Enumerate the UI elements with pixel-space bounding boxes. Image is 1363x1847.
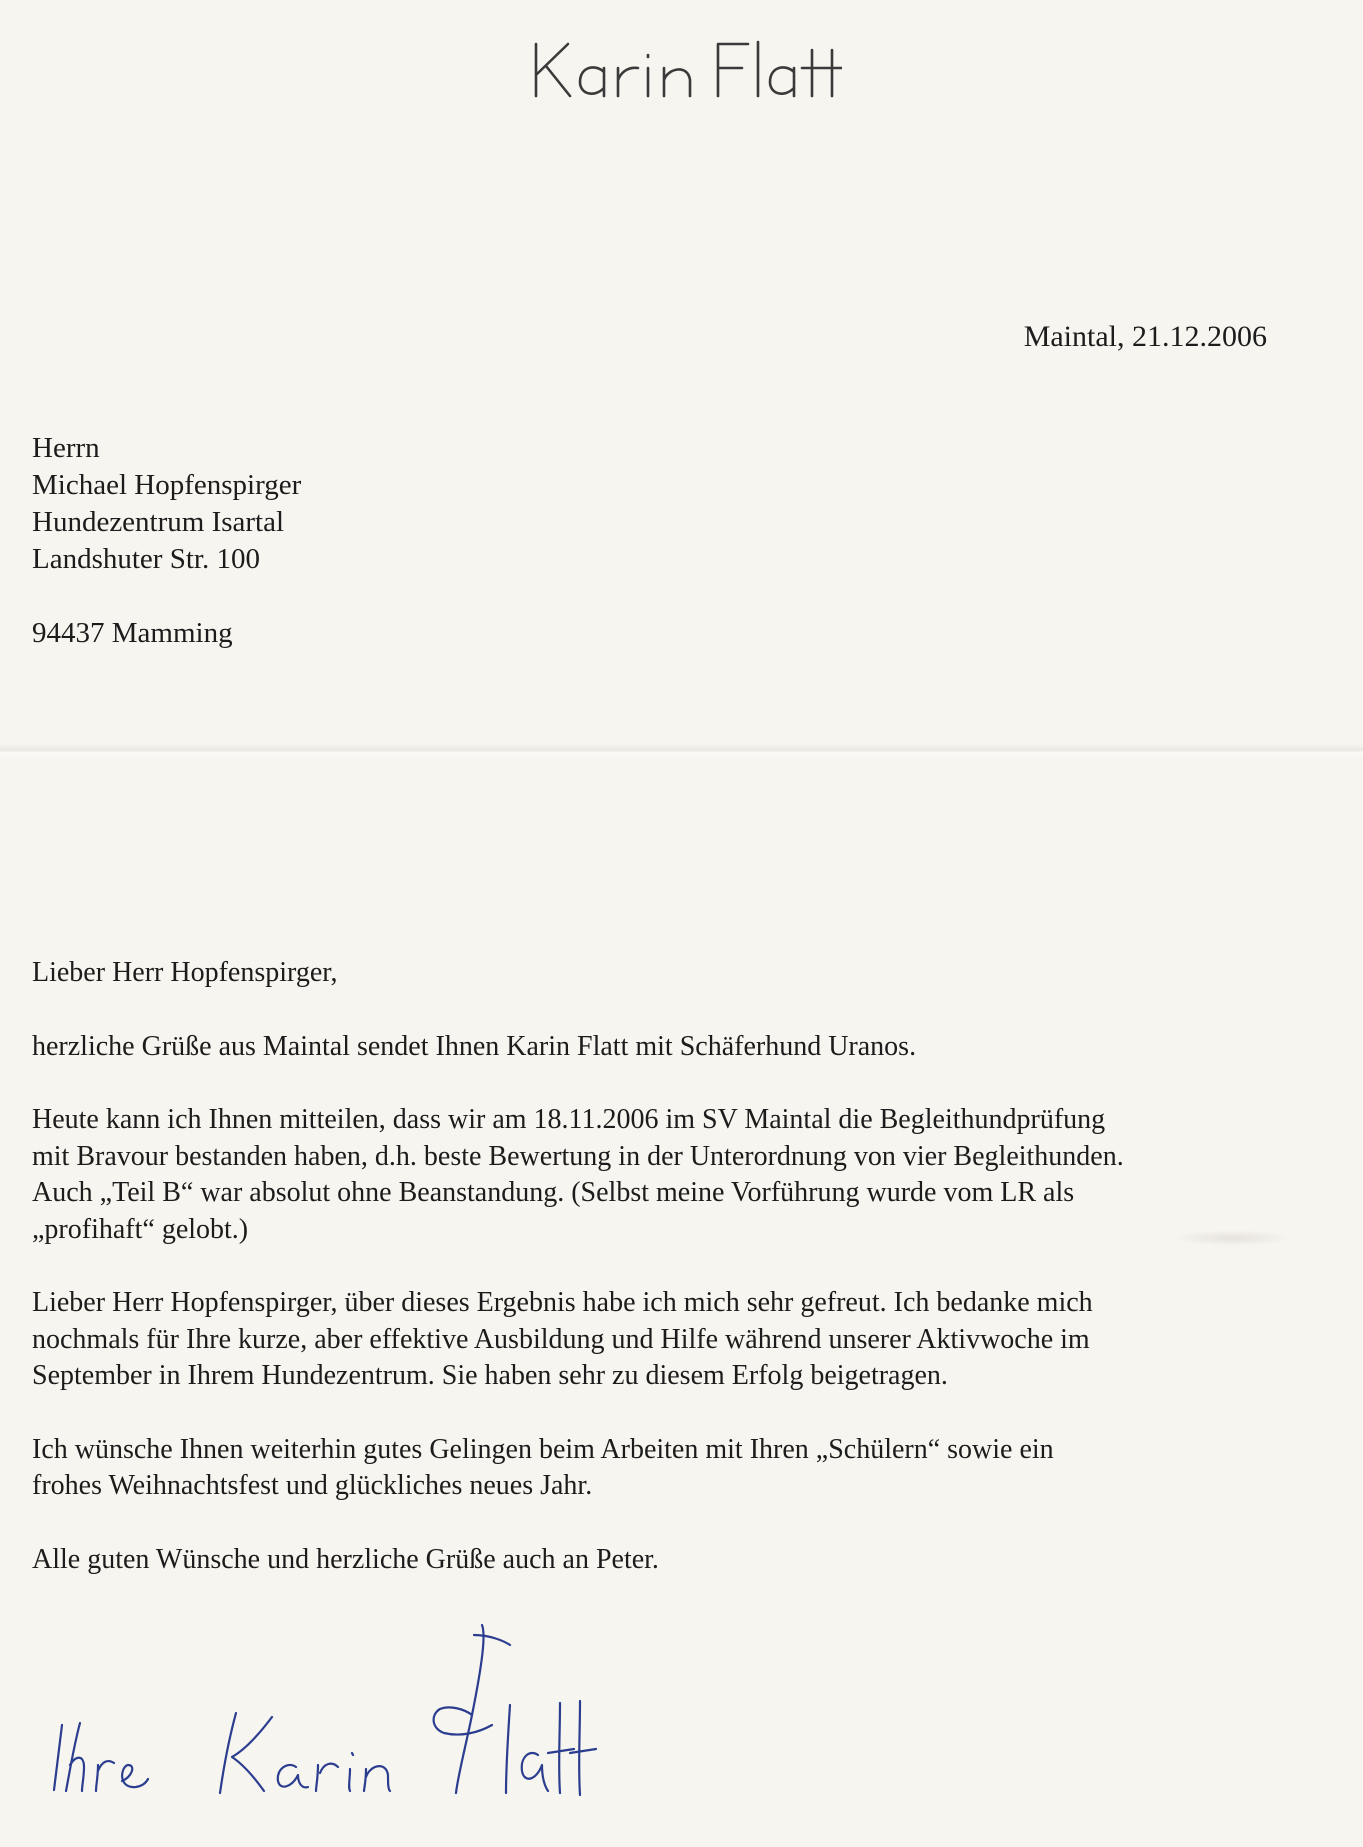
paragraph-line: „profihaft“ gelobt.) xyxy=(32,1213,249,1245)
paragraph-3 xyxy=(32,1285,1302,1395)
paragraph-line: frohes Weihnachtsfest und glückliches neues Jahr. xyxy=(32,1470,593,1501)
paragraph-line: nochmals für Ihre kurze, aber effektive Ausbildung und Hilfe während unserer Aktivwoche im xyxy=(32,1323,1090,1355)
signature-drawing xyxy=(40,1605,600,1805)
paragraph-line: Heute kann ich Ihnen mitteilen, dass wir am 18.11.2006 im SV Maintal die Begleithundprüfung xyxy=(32,1104,1106,1135)
letterhead xyxy=(0,30,1363,110)
date-line: Maintal, 21.12.2006 xyxy=(1023,320,1267,353)
paragraph-line: September in Ihrem Hundezentrum. Sie haben sehr zu diesem Erfolg beigetragen. xyxy=(32,1360,948,1391)
recipient-company: Hundezentrum Isartal xyxy=(32,506,285,538)
paragraph-line: herzliche Grüße aus Maintal sendet Ihnen Karin Flatt mit Schäferhund Uranos. xyxy=(32,1030,917,1062)
paragraph-5 xyxy=(32,1542,1302,1579)
paragraph-4 xyxy=(32,1432,1302,1505)
paragraph-line: Lieber Herr Hopfenspirger, über dieses Ergebnis habe ich mich sehr gefreut. Ich bedanke mich xyxy=(32,1287,1093,1318)
paper-fold-crease xyxy=(0,744,1363,758)
recipient-salutation: Herrn xyxy=(32,432,100,464)
recipient-address xyxy=(32,430,301,652)
letter-body xyxy=(32,955,1302,1615)
paragraph-line: Auch „Teil B“ war absolut ohne Beanstandung. (Selbst meine Vorführung wurde vom LR als xyxy=(32,1177,1075,1208)
recipient-city: 94437 Mamming xyxy=(32,617,233,649)
paragraph-line: Ich wünsche Ihnen weiterhin gutes Gelingen beim Arbeiten mit Ihren „Schülern“ sowie ein xyxy=(32,1433,1054,1465)
recipient-name: Michael Hopfenspirger xyxy=(32,469,302,501)
paragraph-1 xyxy=(32,1029,1302,1066)
greeting: Lieber Herr Hopfenspirger, xyxy=(32,957,338,988)
paragraph-2 xyxy=(32,1102,1302,1248)
paragraph-line: Alle guten Wünsche und herzliche Grüße auch an Peter. xyxy=(32,1543,659,1575)
letterhead-logo xyxy=(522,30,842,110)
address-spacer xyxy=(32,578,301,615)
recipient-street: Landshuter Str. 100 xyxy=(32,543,260,575)
handwritten-signature xyxy=(40,1605,600,1810)
paragraph-line: mit Bravour bestanden haben, d.h. beste Bewertung in der Unterordnung von vier Begleithunden. xyxy=(32,1140,1124,1172)
